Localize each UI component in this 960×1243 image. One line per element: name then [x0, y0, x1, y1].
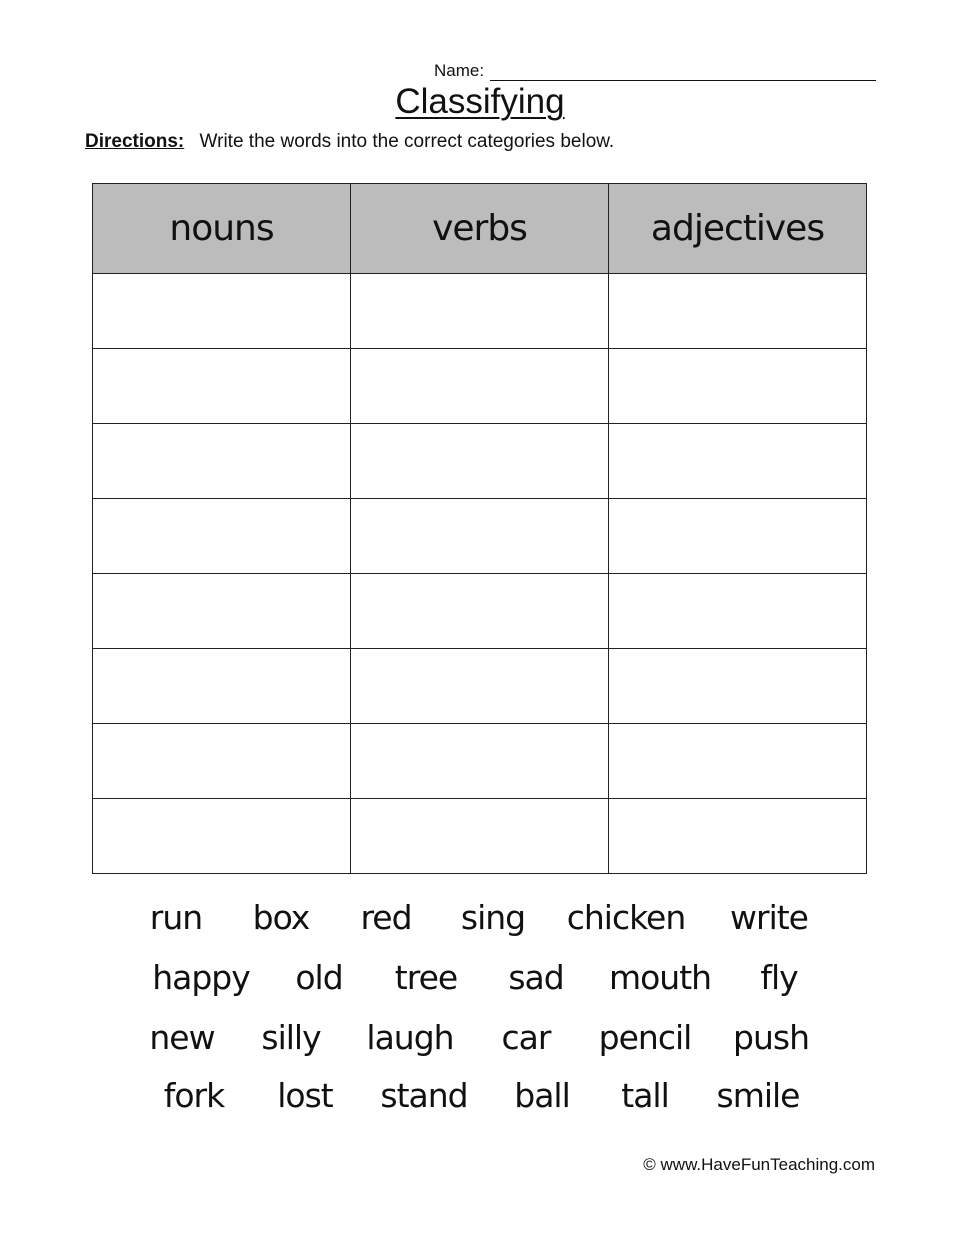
word-bank-item: happy	[152, 958, 250, 997]
answer-row	[93, 574, 867, 649]
word-bank-item: stand	[380, 1076, 468, 1115]
answer-row	[93, 499, 867, 574]
answer-row	[93, 424, 867, 499]
word-bank-item: pencil	[598, 1018, 692, 1057]
answer-row	[93, 349, 867, 424]
word-bank-item: write	[730, 898, 808, 937]
answer-cell-nouns[interactable]	[93, 424, 351, 499]
word-bank-item: smile	[716, 1076, 800, 1115]
word-bank-item: old	[295, 958, 343, 997]
answer-rows	[93, 274, 867, 874]
copyright-footer: © www.HaveFunTeaching.com	[643, 1155, 875, 1174]
name-label: Name:	[434, 61, 485, 80]
answer-cell-verbs[interactable]	[351, 499, 609, 574]
answer-cell-adjectives[interactable]	[609, 349, 867, 424]
answer-row	[93, 724, 867, 799]
column-header-nouns: nouns	[93, 184, 351, 274]
answer-cell-adjectives[interactable]	[609, 724, 867, 799]
column-header-adjectives: adjectives	[609, 184, 867, 274]
word-bank-item: box	[252, 898, 310, 937]
answer-cell-verbs[interactable]	[351, 274, 609, 349]
word-bank-item: lost	[277, 1076, 333, 1115]
word-bank-item: tall	[621, 1076, 669, 1115]
directions	[85, 130, 614, 154]
word-bank-item: chicken	[566, 898, 686, 937]
answer-cell-verbs[interactable]	[351, 724, 609, 799]
word-bank-item: ball	[514, 1076, 570, 1115]
answer-cell-nouns[interactable]	[93, 649, 351, 724]
name-field-row	[434, 57, 876, 81]
answer-cell-verbs[interactable]	[351, 424, 609, 499]
directions-text: Write the words into the correct categories below.	[199, 131, 615, 152]
answer-cell-adjectives[interactable]	[609, 424, 867, 499]
directions-label: Directions:	[85, 131, 185, 152]
word-bank-item: car	[501, 1018, 551, 1057]
word-bank-item: sad	[508, 958, 564, 997]
word-bank-item: tree	[394, 958, 458, 997]
answer-cell-nouns[interactable]	[93, 799, 351, 874]
answer-cell-adjectives[interactable]	[609, 649, 867, 724]
column-header-verbs: verbs	[351, 184, 609, 274]
answer-cell-nouns[interactable]	[93, 274, 351, 349]
answer-cell-verbs[interactable]	[351, 574, 609, 649]
answer-cell-verbs[interactable]	[351, 799, 609, 874]
answer-row	[93, 274, 867, 349]
word-bank-item: laugh	[366, 1018, 454, 1057]
word-bank-item: sing	[460, 898, 526, 937]
answer-row	[93, 649, 867, 724]
word-bank-item: silly	[261, 1018, 321, 1057]
answer-cell-verbs[interactable]	[351, 349, 609, 424]
answer-cell-nouns[interactable]	[93, 349, 351, 424]
word-bank-item: fork	[163, 1076, 225, 1115]
category-header-row	[93, 184, 867, 274]
word-bank-item: red	[360, 898, 412, 937]
answer-cell-adjectives[interactable]	[609, 499, 867, 574]
answer-cell-nouns[interactable]	[93, 574, 351, 649]
word-bank-item: push	[733, 1018, 809, 1057]
answer-row	[93, 799, 867, 874]
answer-cell-nouns[interactable]	[93, 499, 351, 574]
word-bank-item: fly	[760, 958, 798, 997]
word-bank-item: run	[149, 898, 203, 937]
answer-cell-nouns[interactable]	[93, 724, 351, 799]
name-write-line[interactable]	[490, 62, 876, 81]
category-table	[92, 183, 867, 874]
word-bank-item: mouth	[608, 958, 712, 997]
answer-cell-adjectives[interactable]	[609, 274, 867, 349]
answer-cell-adjectives[interactable]	[609, 799, 867, 874]
worksheet-title: Classifying	[395, 82, 565, 121]
answer-cell-verbs[interactable]	[351, 649, 609, 724]
word-bank-item: new	[149, 1018, 215, 1057]
answer-cell-adjectives[interactable]	[609, 574, 867, 649]
